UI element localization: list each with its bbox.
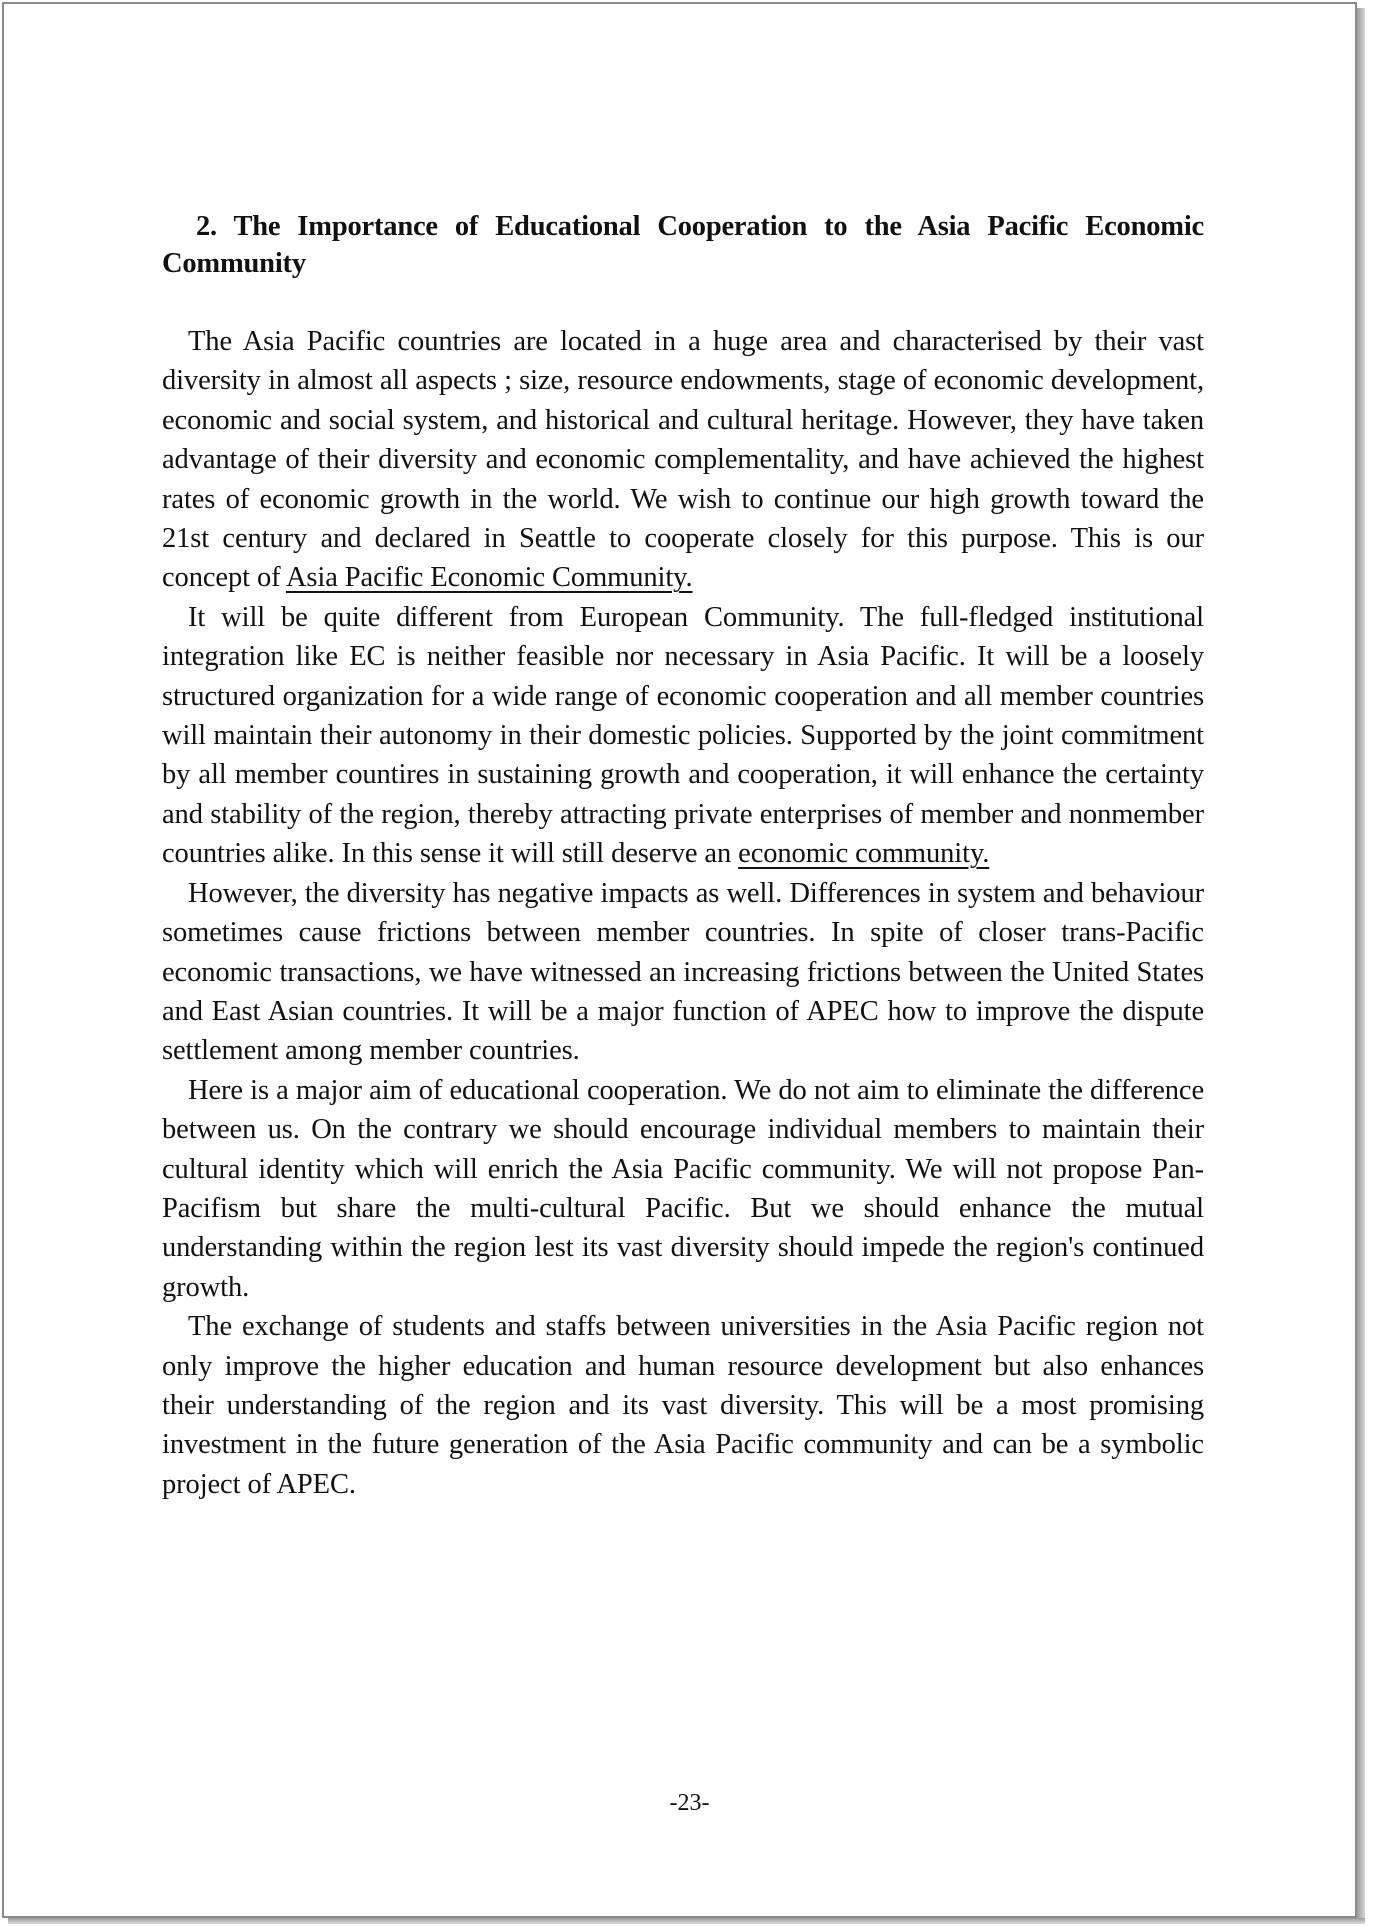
paragraph-text: The exchange of students and staffs between universities in the Asia Pacific region not only improve the higher education and human resource development but also enhances their understanding of the region and its vast diversity. This will be a most promising investment in the future generation of the Asia Pacific community and can be a symbolic project of APEC. — [162, 1311, 1204, 1500]
document-body — [162, 208, 1204, 1504]
paragraph-3 — [162, 874, 1204, 1071]
paragraph-5 — [162, 1307, 1204, 1504]
paragraph-1 — [162, 322, 1204, 598]
section-heading: 2. The Importance of Educational Cooperation to the Asia Pacific Economic Community — [162, 211, 1204, 279]
paragraph-4 — [162, 1071, 1204, 1307]
paragraph-text: It will be quite different from European Community. The full-fledged institutional integration like EC is neither feasible nor necessary in Asia Pacific. It will be a loosely structured organization for a wide range of economic cooperation and all member countries will maintain their autonomy in their domestic policies. Supported by the joint commitment by all member countires in sustaining growth and cooperation, it will enhance the certainty and stability of the region, thereby attracting private enterprises of member and nonmember countries alike. In this sense it will still deserve an — [162, 601, 1204, 870]
paragraph-text: The Asia Pacific countries are located in a huge area and characterised by their vast diversity in almost all aspects ; size, resource endowments, stage of economic development, economic and social system, and historical and cultural heritage. However, they have taken advantage of their diversity and economic complementality, and have achieved the highest rates of economic growth in the world. We wish to continue our high growth toward the 21st century and declared in Seattle to cooperate closely for this purpose. This is our concept of — [162, 326, 1204, 594]
underlined-term: Asia Pacific Economic Community. — [285, 562, 693, 594]
page-number: -23- — [669, 1790, 710, 1816]
page-shadow — [1357, 8, 1365, 1922]
paragraph-text: However, the diversity has negative impacts as well. Differences in system and behaviour sometimes cause frictions between member countries. In spite of closer trans-Pacific economic transactions, we have witnessed an increasing frictions between the United States and East Asian countries. It will be a major function of APEC how to improve the dispute settlement among member countries. — [162, 877, 1204, 1067]
page-shadow-bottom — [8, 1918, 1365, 1924]
paragraph-text: Here is a major aim of educational cooperation. We do not aim to eliminate the difference between us. On the contrary we should encourage individual members to maintain their cultural identity which will enrich the Asia Pacific community. We will not propose Pan-Pacifism but share the multi-cultural Pacific. But we should enhance the mutual understanding within the region lest its vast diversity should impede the region's continued growth. — [162, 1074, 1204, 1303]
underlined-term: economic community. — [738, 838, 990, 870]
paragraph-2 — [162, 598, 1204, 874]
